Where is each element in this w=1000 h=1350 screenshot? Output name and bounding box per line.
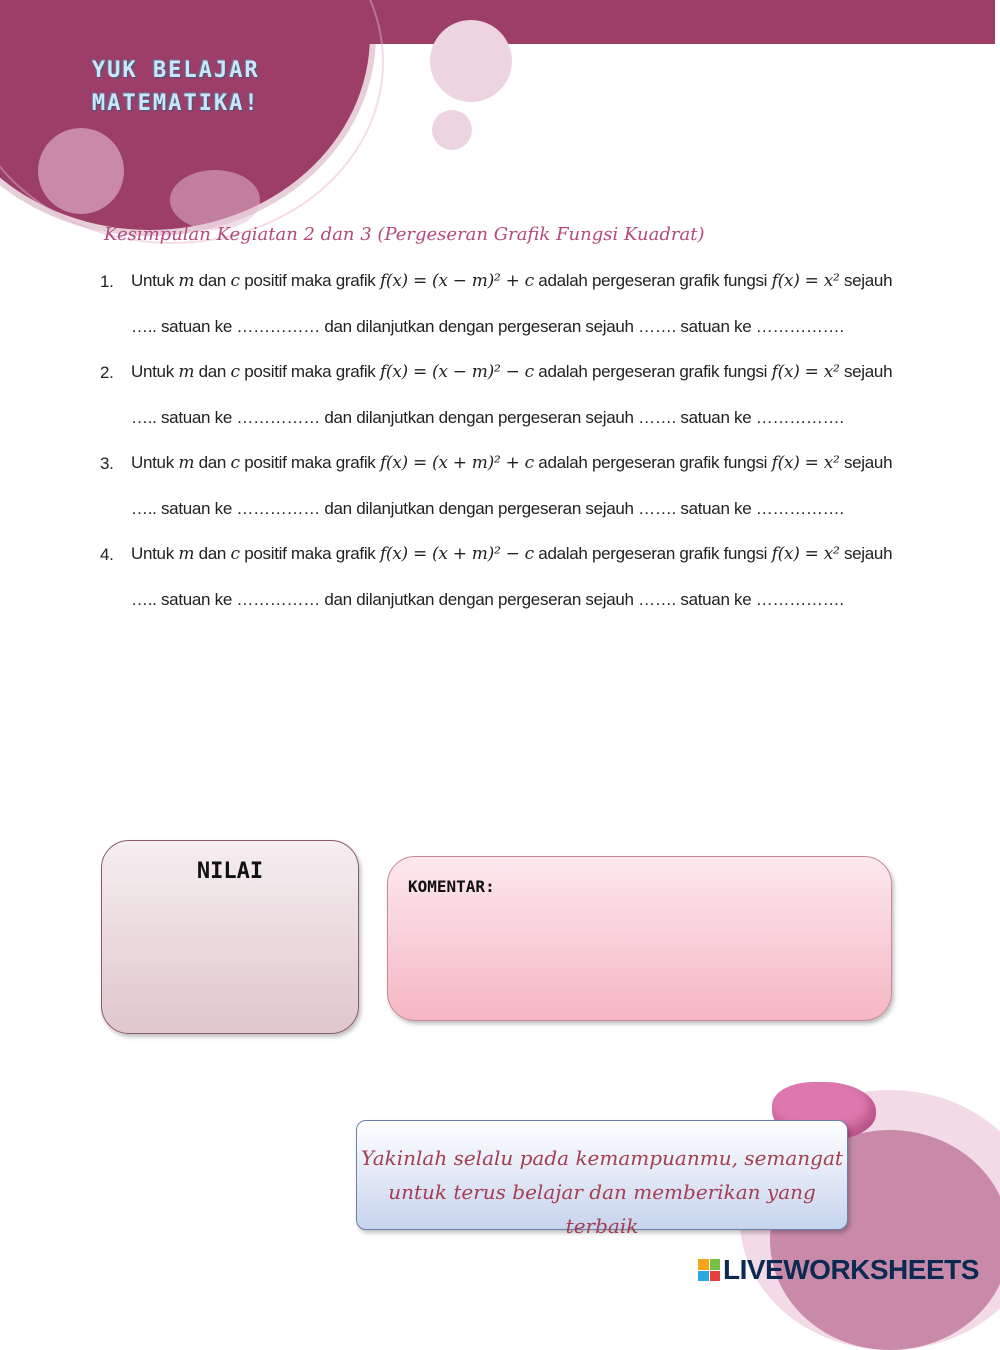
variable-c: c [230, 271, 240, 291]
variable-c: c [230, 544, 240, 564]
base-formula: f(x) = x² [771, 544, 840, 564]
comment-label: KOMENTAR: [408, 877, 495, 896]
bubble-decoration [170, 170, 260, 230]
item-prefix: Untuk [131, 544, 174, 563]
variable-m: m [178, 362, 195, 382]
answer-blank-line[interactable]: ….. satuan ke …………… dan dilanjutkan dengan pergeseran sejauh ……. satuan ke ……………. [131, 590, 844, 609]
item-after: adalah pergeseran grafik fungsi [538, 453, 768, 472]
shifted-formula: f(x) = (x + m)² − c [379, 544, 534, 564]
title-line-2: MATEMATIKA! [92, 91, 260, 116]
brand-name: LIVEWORKSHEETS [723, 1254, 979, 1285]
item-middle: positif maka grafik [244, 544, 376, 563]
bubble-decoration [430, 20, 512, 102]
item-number: 1. [100, 272, 114, 291]
comment-box[interactable] [387, 856, 892, 1021]
item-number: 3. [100, 454, 114, 473]
bubble-decoration [432, 110, 472, 150]
bubble-decoration [38, 128, 124, 214]
variable-m: m [178, 271, 195, 291]
item-suffix: sejauh [843, 362, 893, 381]
score-label: NILAI [196, 859, 264, 884]
quote-line-2: untuk terus belajar dan memberikan yang terbaik [388, 1180, 816, 1238]
shifted-formula: f(x) = (x + m)² + c [379, 453, 534, 473]
item-suffix: sejauh [843, 271, 893, 290]
list-item [100, 541, 920, 632]
item-number: 2. [100, 363, 114, 382]
answer-blank-line[interactable]: ….. satuan ke …………… dan dilanjutkan dengan pergeseran sejauh ……. satuan ke ……………. [131, 317, 844, 336]
item-statement [131, 362, 892, 382]
conclusion-list [100, 268, 920, 632]
item-conjunction: dan [198, 271, 227, 290]
motivation-quote [356, 1120, 848, 1238]
answer-blank-line[interactable]: ….. satuan ke …………… dan dilanjutkan dengan pergeseran sejauh ……. satuan ke ……………. [131, 499, 844, 518]
item-conjunction: dan [198, 544, 227, 563]
section-heading: Kesimpulan Kegiatan 2 dan 3 (Pergeseran Grafik Fungsi Kuadrat) [104, 224, 705, 245]
quote-line-1: Yakinlah selalu pada kemampuanmu, semangat [361, 1146, 843, 1170]
title-line-1: YUK BELAJAR [92, 58, 260, 83]
variable-m: m [178, 453, 195, 473]
item-statement [131, 271, 892, 291]
item-statement [131, 544, 892, 564]
item-middle: positif maka grafik [244, 271, 376, 290]
variable-c: c [230, 453, 240, 473]
item-prefix: Untuk [131, 271, 174, 290]
answer-blank-line[interactable]: ….. satuan ke …………… dan dilanjutkan dengan pergeseran sejauh ……. satuan ke ……………. [131, 408, 844, 427]
base-formula: f(x) = x² [771, 453, 840, 473]
item-conjunction: dan [198, 453, 227, 472]
item-statement [131, 453, 892, 473]
score-box[interactable] [101, 840, 359, 1034]
item-middle: positif maka grafik [244, 362, 376, 381]
list-item [100, 268, 920, 359]
base-formula: f(x) = x² [771, 271, 840, 291]
shifted-formula: f(x) = (x − m)² + c [379, 271, 534, 291]
item-suffix: sejauh [843, 453, 893, 472]
brand-logo-icon [698, 1259, 720, 1281]
shifted-formula: f(x) = (x − m)² − c [379, 362, 534, 382]
item-conjunction: dan [198, 362, 227, 381]
item-prefix: Untuk [131, 453, 174, 472]
list-item [100, 450, 920, 541]
item-suffix: sejauh [843, 544, 893, 563]
item-after: adalah pergeseran grafik fungsi [538, 362, 768, 381]
base-formula: f(x) = x² [771, 362, 840, 382]
item-number: 4. [100, 545, 114, 564]
list-item [100, 359, 920, 450]
variable-c: c [230, 362, 240, 382]
item-after: adalah pergeseran grafik fungsi [538, 271, 768, 290]
page-title [92, 54, 260, 120]
variable-m: m [178, 544, 195, 564]
item-after: adalah pergeseran grafik fungsi [538, 544, 768, 563]
item-middle: positif maka grafik [244, 453, 376, 472]
brand-watermark [698, 1255, 979, 1285]
item-prefix: Untuk [131, 362, 174, 381]
